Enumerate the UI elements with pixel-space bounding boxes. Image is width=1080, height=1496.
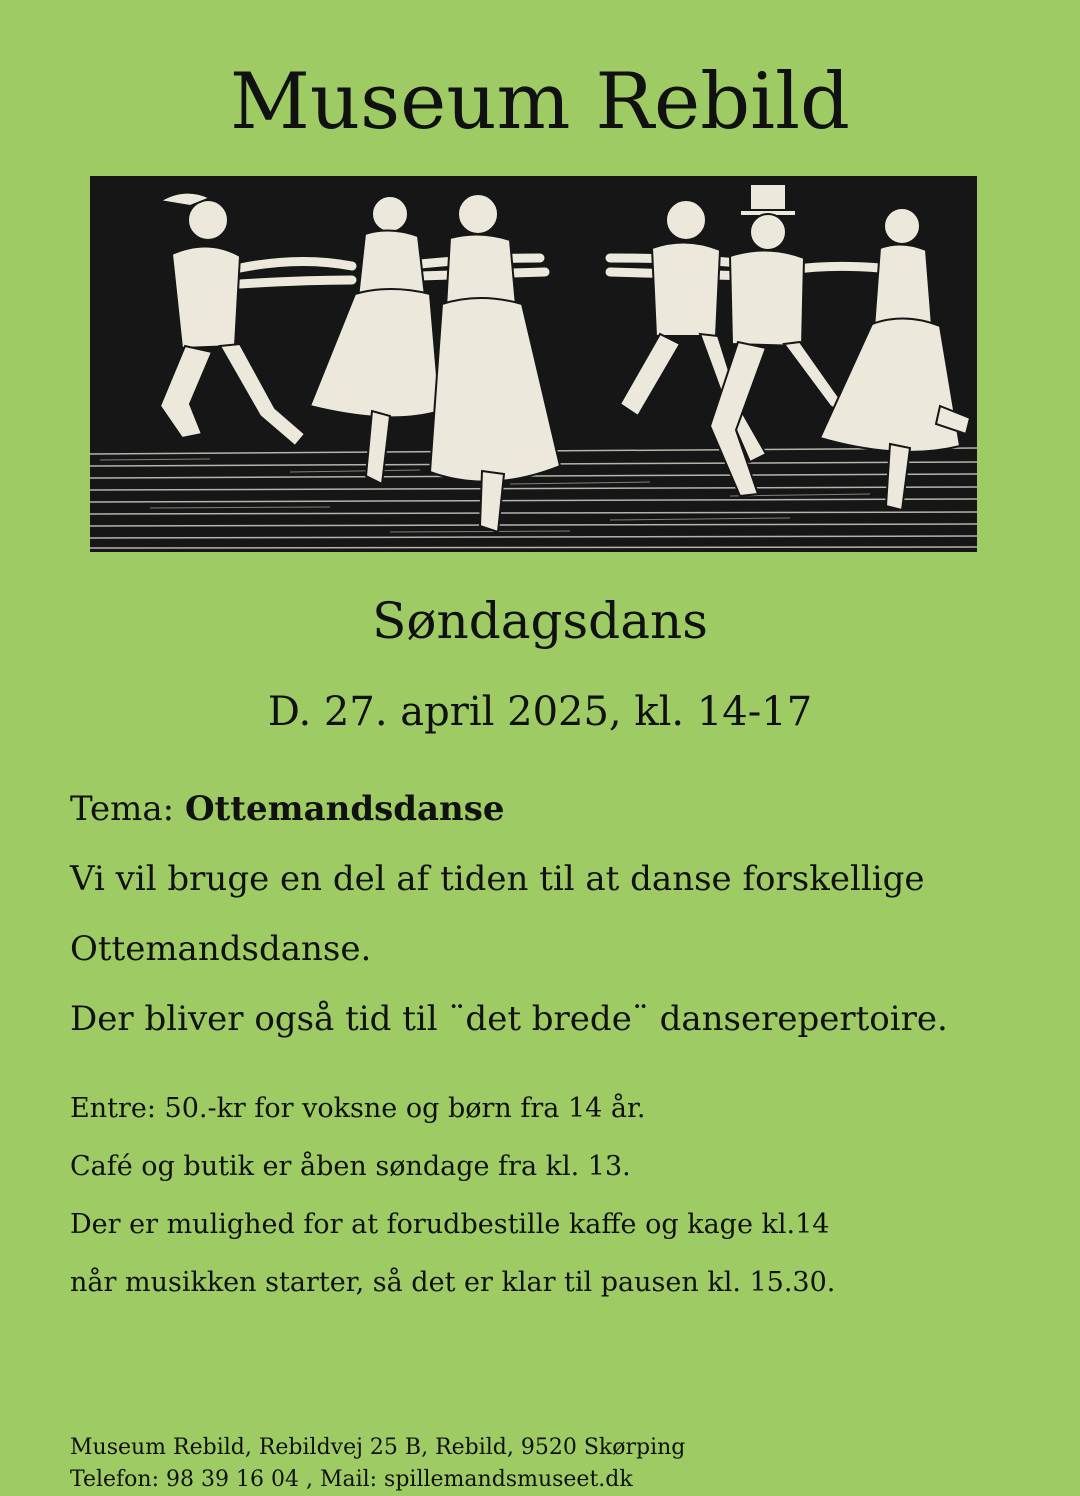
- description-line-2: Ottemandsdanse.: [70, 929, 372, 969]
- description-line-1: Vi vil bruge en del af tiden til at danse forskellige: [70, 859, 925, 899]
- dancers-illustration: [90, 176, 977, 552]
- event-title: Søndagsdans: [372, 592, 708, 650]
- entry-fee: Entre: 50.-kr for voksne og børn fra 14 år.: [70, 1093, 646, 1124]
- preorder-line-2: når musikken starter, så det er klar til pausen kl. 15.30.: [70, 1267, 836, 1298]
- page-title: Museum Rebild: [230, 57, 850, 147]
- cafe-hours: Café og butik er åben søndage fra kl. 13.: [70, 1151, 631, 1182]
- theme-line: [70, 780, 1030, 850]
- address: Museum Rebild, Rebildvej 25 B, Rebild, 9520 Skørping: [70, 1435, 686, 1460]
- event-description: [70, 780, 1030, 1060]
- practical-info: [70, 1080, 1030, 1312]
- event-date: D. 27. april 2025, kl. 14-17: [267, 689, 813, 735]
- description-line-3: Der bliver også tid til ¨det brede¨ danserepertoire.: [70, 999, 948, 1039]
- theme-label: Tema:: [70, 789, 175, 829]
- footer-contact: [70, 1432, 1030, 1496]
- theme-value: Ottemandsdanse: [184, 789, 505, 829]
- dancer-woman-2: [430, 194, 560, 532]
- phone-mail: Telefon: 98 39 16 04 , Mail: spillemandsmuseet.dk: [70, 1467, 633, 1492]
- dancer-woman-1: [310, 196, 440, 484]
- preorder-line-1: Der er mulighed for at forudbestille kaffe og kage kl.14: [70, 1209, 830, 1240]
- dancer-man-left: [160, 193, 305, 446]
- dancer-woman-3: [820, 208, 970, 510]
- dancers-drawing: [90, 176, 977, 552]
